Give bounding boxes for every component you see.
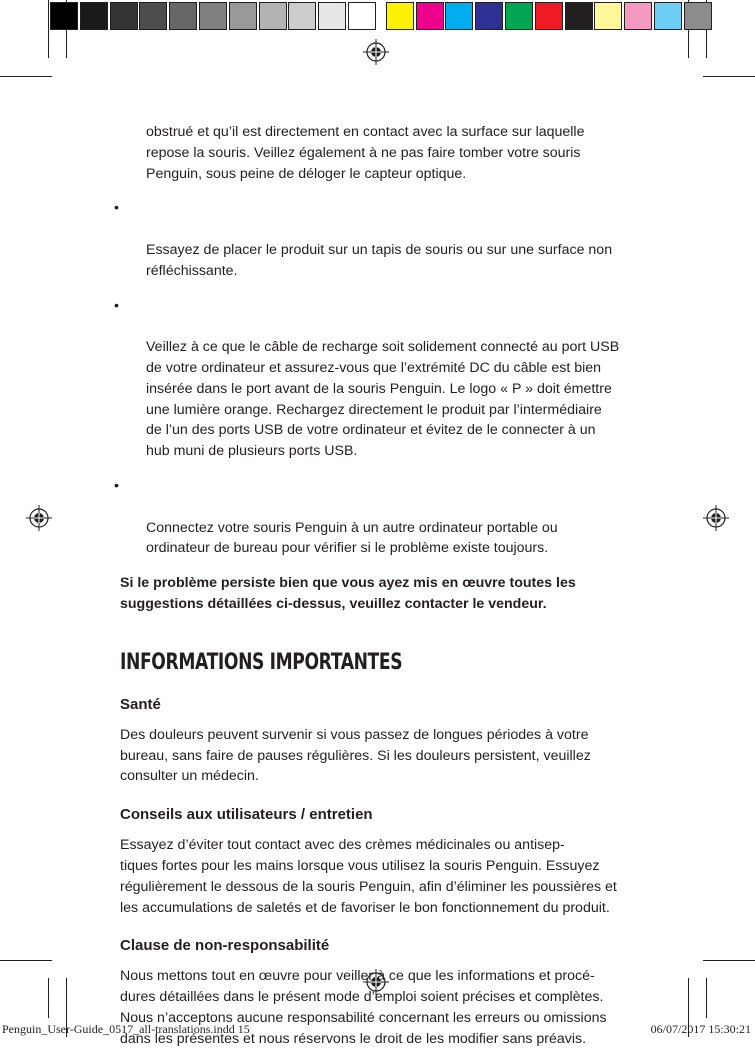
health-heading: Santé bbox=[120, 695, 161, 713]
crop-mark-bottom-left-h bbox=[0, 960, 52, 961]
color-swatch-3 bbox=[445, 2, 473, 30]
registration-mark-right-icon bbox=[703, 505, 729, 531]
grayscale-swatches bbox=[50, 2, 378, 30]
color-swatch-5 bbox=[505, 2, 533, 30]
gray-swatch-5 bbox=[169, 2, 197, 30]
disclaimer-heading: Clause de non-responsabilité bbox=[120, 937, 330, 955]
color-swatch-4 bbox=[475, 2, 503, 30]
registration-mark-top-icon bbox=[363, 39, 389, 65]
continuation-paragraph: obstrué et qu’il est directement en contact avec la surface sur laquelle repose la souris. Veillez également à ne pas faire tomber votre souris Penguin, sous peine de déloger le capteur optique. bbox=[146, 124, 585, 182]
health-text: Des douleurs peuvent survenir si vous passez de longues périodes à votre bureau, sans faire de pauses régulières. Si les douleurs persistent, veuillez consulter un médecin. bbox=[120, 726, 591, 785]
bullet-item bbox=[114, 198, 640, 281]
color-swatch-7 bbox=[565, 2, 593, 30]
gray-swatch-1 bbox=[50, 2, 78, 30]
color-swatches bbox=[386, 2, 714, 30]
gray-swatch-3 bbox=[110, 2, 138, 30]
bullet-text: Veillez à ce que le câble de recharge soit solidement connecté au port USB de votre ordinateur et assurez-vous que l’extrémité DC du câble est bien insérée dans le port avant de la souris Penguin. Le logo « P » doit émettre une lumière orange. Rechargez directement le produit par l’intermédiaire de l’un des ports USB de votre ordinateur et évitez de le connecter à un hub muni de plusieurs ports USB. bbox=[146, 339, 620, 460]
gray-swatch-8 bbox=[259, 2, 287, 30]
crop-mark-bottom-right-h bbox=[703, 960, 755, 961]
care-heading: Conseils aux utilisateurs / entretien bbox=[120, 806, 373, 824]
crop-mark-top-right-h bbox=[703, 76, 755, 77]
registration-mark-left-icon bbox=[26, 505, 52, 531]
crop-mark-top-left-h bbox=[0, 76, 52, 77]
color-swatch-1 bbox=[386, 2, 414, 30]
color-swatch-6 bbox=[535, 2, 563, 30]
section-title: INFORMATIONS IMPORTANTES bbox=[120, 649, 403, 675]
color-swatch-10 bbox=[654, 2, 682, 30]
care-text: Essayez d’éviter tout contact avec des crèmes médicinales ou antisep- tiques fortes pour les mains lorsque vous utilisez la souris Penguin. Essuyez régulièrement le dessous de la souris Penguin, afin d’éliminer les poussières et les accumulations de saletés et de favoriser le bon fonctionnement du produit. bbox=[120, 837, 617, 916]
gray-swatch-4 bbox=[139, 2, 167, 30]
gray-swatch-6 bbox=[199, 2, 227, 30]
bullet-text: Essayez de placer le produit sur un tapis de souris ou sur une surface non réfléchissante. bbox=[146, 241, 613, 279]
bullet-item bbox=[114, 476, 640, 559]
gray-swatch-11 bbox=[348, 2, 376, 30]
crop-mark-top-left-v2 bbox=[48, 0, 49, 58]
color-swatch-8 bbox=[594, 2, 622, 30]
crop-mark-bottom-left-v2 bbox=[48, 978, 49, 1018]
bullet-item bbox=[114, 296, 640, 462]
support-note: Si le problème persiste bien que vous ayez mis en œuvre toutes les suggestions détaillées ci-dessus, veuillez contacter le vendeur. bbox=[120, 575, 576, 612]
bullet-marker: • bbox=[114, 297, 119, 314]
gray-swatch-10 bbox=[318, 2, 346, 30]
slug-filename: Penguin_User-Guide_0517_all-translations.indd 15 bbox=[2, 1022, 250, 1036]
bullet-text: Connectez votre souris Penguin à un autre ordinateur portable ou ordinateur de bureau pour vérifier si le problème existe toujours. bbox=[146, 519, 558, 557]
gray-swatch-9 bbox=[288, 2, 316, 30]
bullet-marker: • bbox=[114, 200, 119, 217]
color-swatch-2 bbox=[416, 2, 444, 30]
gray-swatch-7 bbox=[229, 2, 257, 30]
color-swatch-9 bbox=[624, 2, 652, 30]
bullet-marker: • bbox=[114, 477, 119, 494]
page-content bbox=[114, 122, 640, 1050]
disclaimer-text: Nous mettons tout en œuvre pour veiller à ce que les informations et procé- dures détaillées dans le présent mode d’emploi soient précises et complètes. Nous n’acceptons aucune responsabilité concernant les erreurs ou omissions dans les présentes et nous réservons le droit de les modifier sans préavis. bbox=[120, 968, 607, 1047]
crop-mark-bottom-right-v2 bbox=[706, 978, 707, 1018]
color-calibration-bar bbox=[50, 2, 714, 30]
slug-timestamp: 06/07/2017 15:30:21 bbox=[650, 1022, 751, 1036]
gray-swatch-2 bbox=[80, 2, 108, 30]
color-swatch-11 bbox=[684, 2, 712, 30]
